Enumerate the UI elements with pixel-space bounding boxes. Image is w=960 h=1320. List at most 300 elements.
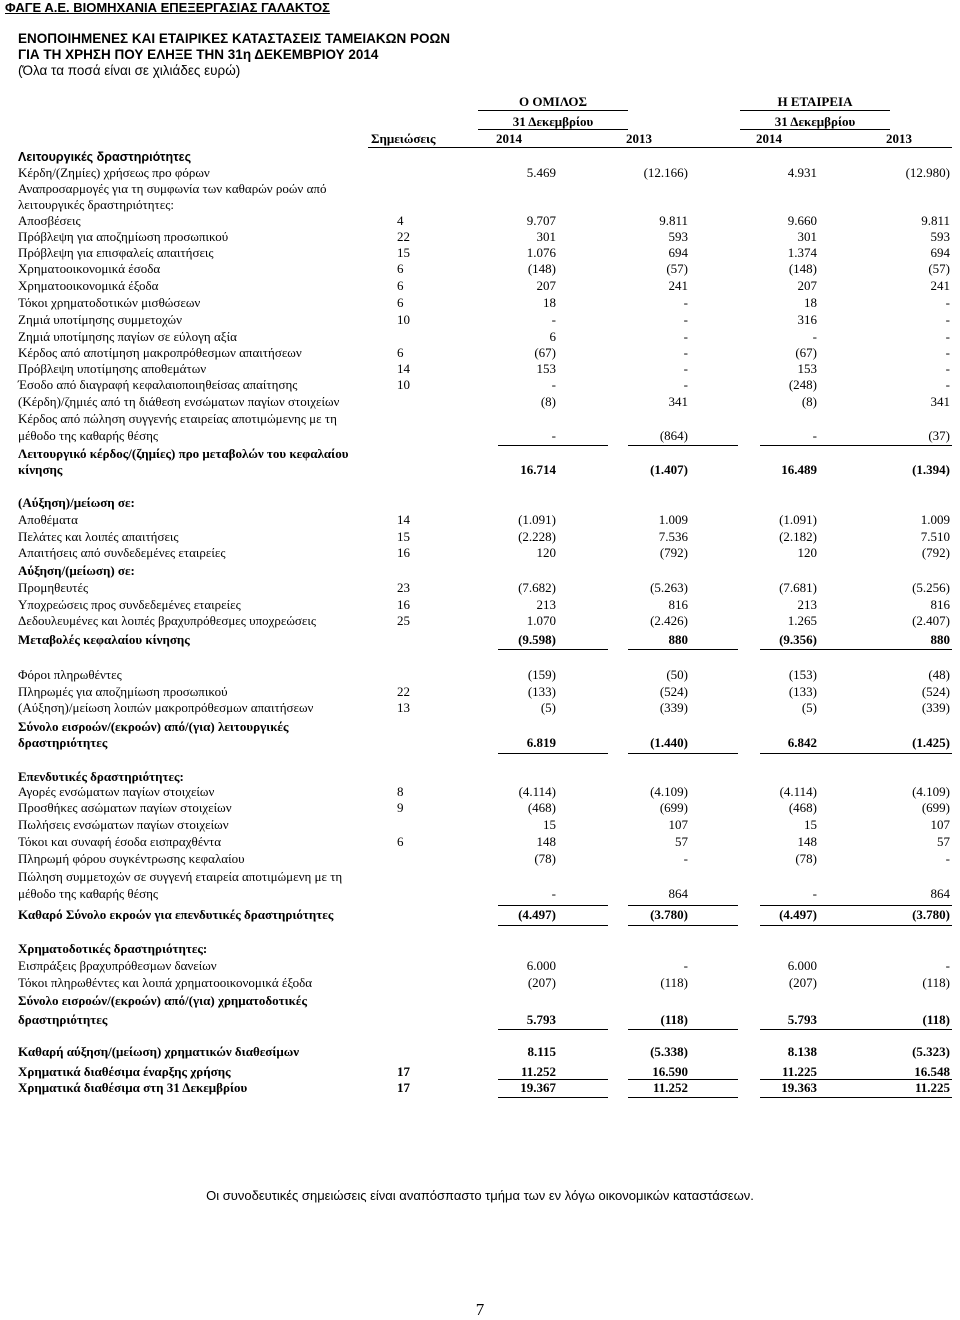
- group-2014-value: (207): [527, 975, 556, 990]
- row-note-ref: 8: [397, 784, 404, 799]
- year-company-2014: 2014: [756, 131, 782, 146]
- company-name: ΦΑΓΕ Α.Ε. ΒΙΟΜΗΧΑΝΙΑ ΕΠΕΞΕΡΓΑΣΙΑΣ ΓΑΛΑΚΤΟΣ: [5, 0, 330, 15]
- total-underline: [498, 905, 608, 906]
- group-2013-value: (1.407): [650, 462, 688, 477]
- group-2014-value: 9.707: [526, 213, 556, 228]
- group-2013-value: 864: [668, 886, 688, 901]
- table-row: [0, 700, 960, 716]
- table-row: [0, 613, 960, 629]
- company-2013-value: -: [945, 377, 950, 392]
- group-2014-value: 18: [543, 295, 556, 310]
- table-row: [0, 312, 960, 328]
- total-underline: [628, 445, 738, 446]
- company-2013-value: -: [945, 295, 950, 310]
- group-2014-value: 153: [536, 361, 556, 376]
- group-2013-value: 694: [668, 245, 688, 260]
- table-row: [0, 851, 960, 867]
- table-row: [0, 428, 960, 444]
- group-2014-value: 1.070: [526, 613, 556, 628]
- company-2014-value: 6.842: [787, 735, 817, 750]
- group-2014-value: (67): [534, 345, 556, 360]
- table-row: [0, 261, 960, 277]
- total-underline: [760, 445, 870, 446]
- company-2014-value: (153): [788, 667, 817, 682]
- company-2013-value: 816: [930, 597, 950, 612]
- group-2013-value: 7.536: [658, 529, 688, 544]
- table-row: [0, 597, 960, 613]
- table-row: [0, 719, 960, 735]
- group-2014-value: 301: [536, 229, 556, 244]
- row-label: κίνησης: [18, 462, 63, 477]
- group-2013-value: (1.440): [650, 735, 688, 750]
- company-2014-value: 1.374: [787, 245, 817, 260]
- group-2013-value: (864): [659, 428, 688, 443]
- company-2014-value: 16.489: [781, 462, 817, 477]
- total-underline: [760, 753, 870, 754]
- total-underline: [870, 1029, 952, 1030]
- company-2013-value: (1.394): [912, 462, 950, 477]
- total-underline: [498, 1097, 608, 1098]
- group-2013-value: (4.109): [650, 784, 688, 799]
- group-2013-value: -: [683, 851, 688, 866]
- row-label: Χρηματοοικονομικά έξοδα: [18, 278, 159, 293]
- total-underline: [628, 925, 738, 926]
- company-2013-value: 107: [930, 817, 950, 832]
- group-2014-value: (2.228): [518, 529, 556, 544]
- group-column-header: Ο ΟΜΙΛΟΣ: [519, 94, 587, 109]
- table-row: [0, 345, 960, 361]
- total-underline: [760, 1097, 870, 1098]
- company-2014-value: (4.497): [779, 907, 817, 922]
- table-row: [0, 993, 960, 1009]
- row-note-ref: 10: [397, 377, 410, 392]
- table-row: [0, 213, 960, 229]
- company-2013-value: (3.780): [912, 907, 950, 922]
- group-2014-value: 6.819: [526, 735, 556, 750]
- row-label: Πρόβλεψη για αποζημίωση προσωπικού: [18, 229, 229, 244]
- row-note-ref: 15: [397, 245, 410, 260]
- row-label: Αποσβέσεις: [18, 213, 81, 228]
- row-note-ref: 13: [397, 700, 410, 715]
- company-2014-value: (8): [801, 394, 817, 409]
- row-note-ref: 6: [397, 345, 404, 360]
- company-2014-value: 4.931: [787, 165, 817, 180]
- company-2014-value: 11.225: [781, 1064, 817, 1079]
- company-2014-value: (78): [795, 851, 817, 866]
- total-underline: [760, 925, 870, 926]
- table-row: [0, 975, 960, 991]
- row-label: Πρόβλεψη για επισφαλείς απαιτήσεις: [18, 245, 214, 260]
- total-underline: [498, 1079, 608, 1080]
- company-2014-value: 207: [797, 278, 817, 293]
- company-2014-value: -: [812, 886, 817, 901]
- table-row: [0, 735, 960, 751]
- row-label: Καθαρή αύξηση/(μείωση) χρηματικών διαθεσίμων: [18, 1044, 300, 1059]
- company-2013-value: 864: [930, 886, 950, 901]
- group-2014-value: 213: [536, 597, 556, 612]
- company-2014-value: (7.681): [779, 580, 817, 595]
- group-2013-value: (12.166): [643, 165, 688, 180]
- row-label: Σύνολο εισροών/(εκροών) από/(για) λειτουργικές: [18, 719, 289, 734]
- company-2014-value: 8.138: [787, 1044, 817, 1059]
- group-2013-value: -: [683, 958, 688, 973]
- company-period-label: 31 Δεκεμβρίου: [774, 114, 856, 129]
- row-label: δραστηριότητες: [18, 1012, 108, 1027]
- group-2013-value: -: [683, 377, 688, 392]
- total-underline: [498, 649, 608, 650]
- total-underline: [870, 753, 952, 754]
- company-2013-value: 241: [930, 278, 950, 293]
- table-row: [0, 329, 960, 345]
- row-label: (Κέρδη)/ζημιές από τη διάθεση ενσώματων παγίων στοιχείων: [18, 394, 340, 409]
- page-number: 7: [475, 1300, 485, 1319]
- group-2013-value: (5.263): [650, 580, 688, 595]
- company-2013-value: 9.811: [921, 213, 950, 228]
- group-2014-value: 148: [536, 834, 556, 849]
- total-underline: [628, 753, 738, 754]
- company-2013-value: (699): [921, 800, 950, 815]
- table-row: [0, 941, 960, 957]
- company-2013-value: (5.256): [912, 580, 950, 595]
- company-2014-value: (207): [788, 975, 817, 990]
- row-label: Πελάτες και λοιπές απαιτήσεις: [18, 529, 179, 544]
- row-note-ref: 6: [397, 261, 404, 276]
- company-2013-value: 694: [930, 245, 950, 260]
- company-2014-value: (67): [795, 345, 817, 360]
- table-row: [0, 958, 960, 974]
- group-2013-value: (118): [660, 1012, 688, 1027]
- total-underline: [628, 1097, 738, 1098]
- group-2013-value: 107: [668, 817, 688, 832]
- group-2013-value: 57: [675, 834, 688, 849]
- group-2013-value: (5.338): [650, 1044, 688, 1059]
- company-2014-value: (2.182): [779, 529, 817, 544]
- table-row: [0, 1044, 960, 1060]
- row-label: Υποχρεώσεις προς συνδεδεμένες εταιρείες: [18, 597, 241, 612]
- group-2014-value: (8): [540, 394, 556, 409]
- table-row: [0, 229, 960, 245]
- total-underline: [870, 925, 952, 926]
- row-note-ref: 9: [397, 800, 404, 815]
- group-2013-value: -: [683, 329, 688, 344]
- table-row: [0, 769, 960, 785]
- table-row: [0, 580, 960, 596]
- group-2014-value: (5): [540, 700, 556, 715]
- group-2014-value: (4.114): [518, 784, 556, 799]
- company-2013-value: (792): [921, 545, 950, 560]
- row-label: Πληρωμή φόρου συγκέντρωσης κεφαλαίου: [18, 851, 245, 866]
- table-row: [0, 817, 960, 833]
- row-note-ref: 6: [397, 834, 404, 849]
- group-period-underline: [478, 129, 628, 130]
- company-2013-value: -: [945, 345, 950, 360]
- table-row: [0, 1012, 960, 1028]
- total-underline: [498, 1029, 608, 1030]
- company-2014-value: 153: [797, 361, 817, 376]
- company-2013-value: 1.009: [920, 512, 950, 527]
- company-2013-value: (524): [921, 684, 950, 699]
- company-2013-value: 341: [930, 394, 950, 409]
- company-2014-value: 19.363: [781, 1080, 817, 1095]
- company-2014-value: (1.091): [779, 512, 817, 527]
- total-underline: [870, 905, 952, 906]
- row-label: Πωλήσεις ενσώματων παγίων στοιχείων: [18, 817, 229, 832]
- row-label: Αναπροσαρμογές για τη συμφωνία των καθαρών ροών από: [18, 181, 327, 196]
- company-2014-value: (148): [788, 261, 817, 276]
- group-2014-value: (148): [527, 261, 556, 276]
- total-underline: [760, 905, 870, 906]
- row-label: Πώληση συμμετοχών σε συγγενή εταιρεία αποτιμώμενη με τη: [18, 869, 343, 884]
- group-2013-value: (2.426): [650, 613, 688, 628]
- group-2014-value: 11.252: [520, 1064, 556, 1079]
- company-2013-value: (339): [921, 700, 950, 715]
- row-label: δραστηριότητες: [18, 735, 108, 750]
- group-period-label: 31 Δεκεμβρίου: [512, 114, 594, 129]
- row-label: Ζημιά υποτίμησης συμμετοχών: [18, 312, 182, 327]
- group-2014-value: 1.076: [526, 245, 556, 260]
- table-row: [0, 529, 960, 545]
- row-label: Χρηματοοικονομικά έσοδα: [18, 261, 161, 276]
- total-underline: [628, 905, 738, 906]
- row-label: Χρηματικά διαθέσιμα έναρξης χρήσης: [18, 1064, 231, 1079]
- notes-column-header: Σημειώσεις: [371, 131, 436, 146]
- total-underline: [498, 445, 608, 446]
- company-2014-value: (5): [801, 700, 817, 715]
- total-underline: [628, 1079, 738, 1080]
- group-2014-value: 6: [549, 329, 556, 344]
- table-row: [0, 394, 960, 410]
- group-2013-value: -: [683, 295, 688, 310]
- table-row: [0, 197, 960, 213]
- row-label: Κέρδος από αποτίμηση μακροπρόθεσμων απαιτήσεων: [18, 345, 302, 360]
- company-2014-value: 5.793: [787, 1012, 817, 1027]
- total-underline: [760, 1079, 870, 1080]
- table-row: [0, 869, 960, 885]
- total-underline: [870, 1097, 952, 1098]
- group-2013-value: -: [683, 312, 688, 327]
- row-label: Έσοδο από διαγραφή κεφαλαιοποιηθείσας απαίτησης: [18, 377, 298, 392]
- table-row: [0, 165, 960, 181]
- company-period-underline: [740, 129, 890, 130]
- row-note-ref: 22: [397, 684, 410, 699]
- table-row: [0, 295, 960, 311]
- company-2013-value: 7.510: [920, 529, 950, 544]
- company-2013-value: (57): [928, 261, 950, 276]
- table-row: [0, 462, 960, 478]
- company-2014-value: 148: [797, 834, 817, 849]
- row-label: Πληρωμές για αποζημίωση προσωπικού: [18, 684, 228, 699]
- row-note-ref: 10: [397, 312, 410, 327]
- total-underline: [760, 649, 870, 650]
- company-2013-value: (118): [922, 1012, 950, 1027]
- row-note-ref: 4: [397, 213, 404, 228]
- group-2013-value: 880: [668, 632, 688, 647]
- group-2014-value: (133): [527, 684, 556, 699]
- company-2013-value: (48): [928, 667, 950, 682]
- group-2014-value: 6.000: [526, 958, 556, 973]
- table-row: [0, 1080, 960, 1096]
- total-underline: [870, 1079, 952, 1080]
- row-note-ref: 15: [397, 529, 410, 544]
- company-2014-value: 316: [797, 312, 817, 327]
- company-2014-value: 6.000: [787, 958, 817, 973]
- row-note-ref: 6: [397, 295, 404, 310]
- company-2013-value: (5.323): [912, 1044, 950, 1059]
- company-2014-value: (133): [788, 684, 817, 699]
- group-2013-value: (57): [666, 261, 688, 276]
- group-2013-value: -: [683, 361, 688, 376]
- table-row: [0, 245, 960, 261]
- company-2013-value: 57: [937, 834, 950, 849]
- year-group-2013: 2013: [626, 131, 652, 146]
- row-note-ref: 22: [397, 229, 410, 244]
- row-label: Χρηματοδοτικές δραστηριότητες:: [18, 941, 208, 956]
- row-label: Ζημιά υποτίμησης παγίων σε εύλογη αξία: [18, 329, 237, 344]
- table-row: [0, 149, 960, 165]
- company-2014-value: -: [812, 329, 817, 344]
- table-row: [0, 632, 960, 648]
- row-label: (Αύξηση)/μείωση λοιπών μακροπρόθεσμων απαιτήσεων: [18, 700, 314, 715]
- row-label: Λειτουργικές δραστηριότητες: [18, 150, 192, 164]
- company-2014-value: 1.265: [787, 613, 817, 628]
- group-2014-value: (468): [527, 800, 556, 815]
- group-2013-value: 593: [668, 229, 688, 244]
- group-2014-value: (9.598): [518, 632, 556, 647]
- company-2013-value: -: [945, 312, 950, 327]
- group-2014-value: 120: [536, 545, 556, 560]
- table-row: [0, 495, 960, 511]
- table-row: [0, 1064, 960, 1080]
- group-2014-value: -: [551, 312, 556, 327]
- group-2013-value: (339): [659, 700, 688, 715]
- row-label: Κέρδος από πώληση συγγενής εταιρείας αποτιμώμενης με τη: [18, 411, 337, 426]
- group-2014-value: 207: [536, 278, 556, 293]
- footer-note: Οι συνοδευτικές σημειώσεις είναι αναπόσπαστο τμήμα των εν λόγω οικονομικών καταστάσεων.: [206, 1188, 754, 1203]
- group-2013-value: 9.811: [659, 213, 688, 228]
- row-note-ref: 17: [397, 1064, 410, 1079]
- company-2013-value: 11.225: [914, 1080, 950, 1095]
- table-row: [0, 834, 960, 850]
- row-label: Φόροι πληρωθέντες: [18, 667, 122, 682]
- company-2013-value: (4.109): [912, 784, 950, 799]
- group-2014-value: (7.682): [518, 580, 556, 595]
- group-2014-value: (159): [527, 667, 556, 682]
- company-2013-value: -: [945, 329, 950, 344]
- group-2014-value: (78): [534, 851, 556, 866]
- row-label: Επενδυτικές δραστηριότητες:: [18, 769, 184, 784]
- company-2014-value: 9.660: [787, 213, 817, 228]
- company-2014-value: 120: [797, 545, 817, 560]
- group-2013-value: 11.252: [652, 1080, 688, 1095]
- row-note-ref: 14: [397, 512, 410, 527]
- group-header-underline: [478, 110, 628, 111]
- group-2014-value: 15: [543, 817, 556, 832]
- row-label: Καθαρό Σύνολο εκροών για επενδυτικές δραστηριότητες: [18, 907, 334, 922]
- table-row: [0, 886, 960, 902]
- group-2013-value: (524): [659, 684, 688, 699]
- company-2014-value: 213: [797, 597, 817, 612]
- company-2013-value: 16.548: [914, 1064, 950, 1079]
- row-note-ref: 23: [397, 580, 410, 595]
- group-2013-value: (50): [666, 667, 688, 682]
- company-2013-value: -: [945, 851, 950, 866]
- table-row: [0, 446, 960, 462]
- table-row: [0, 181, 960, 197]
- group-2014-value: -: [551, 377, 556, 392]
- table-row: [0, 784, 960, 800]
- group-2013-value: 816: [668, 597, 688, 612]
- row-note-ref: 16: [397, 597, 410, 612]
- company-header-underline: [740, 110, 890, 111]
- row-label: μέθοδο της καθαρής θέσης: [18, 886, 159, 901]
- table-row: [0, 411, 960, 427]
- group-2014-value: 5.793: [526, 1012, 556, 1027]
- table-row: [0, 907, 960, 923]
- group-2013-value: 16.590: [652, 1064, 688, 1079]
- company-2014-value: (4.114): [779, 784, 817, 799]
- row-label: Αποθέματα: [18, 512, 78, 527]
- year-company-2013: 2013: [886, 131, 912, 146]
- row-note-ref: 6: [397, 278, 404, 293]
- group-2013-value: 1.009: [658, 512, 688, 527]
- company-2013-value: (118): [922, 975, 950, 990]
- group-2014-value: 16.714: [520, 462, 556, 477]
- row-label: Δεδουλευμένες και λοιπές βραχυπρόθεσμες υποχρεώσεις: [18, 613, 317, 628]
- group-2014-value: (1.091): [518, 512, 556, 527]
- group-2013-value: (118): [660, 975, 688, 990]
- total-underline: [760, 1029, 870, 1030]
- group-2013-value: -: [683, 345, 688, 360]
- company-2013-value: (1.425): [912, 735, 950, 750]
- table-row: [0, 512, 960, 528]
- company-2013-value: (37): [928, 428, 950, 443]
- row-label: Πρόβλεψη υποτίμησης αποθεμάτων: [18, 361, 207, 376]
- total-underline: [870, 649, 952, 650]
- row-label: Σύνολο εισροών/(εκροών) από/(για) χρηματοδοτικές: [18, 993, 307, 1008]
- row-label: Τόκοι και συναφή έσοδα εισπραχθέντα: [18, 834, 222, 849]
- table-row: [0, 278, 960, 294]
- company-2013-value: -: [945, 361, 950, 376]
- company-2013-value: 593: [930, 229, 950, 244]
- group-2014-value: (4.497): [518, 907, 556, 922]
- row-label: Μεταβολές κεφαλαίου κίνησης: [18, 632, 190, 647]
- row-label: Τόκοι πληρωθέντες και λοιπά χρηματοοικονομικά έξοδα: [18, 975, 313, 990]
- currency-note: (Όλα τα ποσά είναι σε χιλιάδες ευρώ): [18, 63, 241, 78]
- row-label: Αγορές ενσώματων παγίων στοιχείων: [18, 784, 215, 799]
- group-2013-value: 341: [668, 394, 688, 409]
- company-2014-value: (248): [788, 377, 817, 392]
- table-row: [0, 361, 960, 377]
- company-2014-value: 15: [804, 817, 817, 832]
- total-underline: [498, 925, 608, 926]
- group-2014-value: -: [551, 428, 556, 443]
- row-label: Λειτουργικό κέρδος/(ζημίες) προ μεταβολών του κεφαλαίου: [18, 446, 349, 461]
- row-note-ref: 17: [397, 1080, 410, 1095]
- total-underline: [628, 649, 738, 650]
- row-note-ref: 16: [397, 545, 410, 560]
- group-2013-value: (699): [659, 800, 688, 815]
- company-2013-value: (2.407): [912, 613, 950, 628]
- row-label: Προσθήκες ασώματων παγίων στοιχείων: [18, 800, 232, 815]
- company-2013-value: -: [945, 958, 950, 973]
- year-group-2014: 2014: [496, 131, 522, 146]
- group-2013-value: (792): [659, 545, 688, 560]
- table-row: [0, 667, 960, 683]
- company-column-header: Η ΕΤΑΙΡΕΙΑ: [777, 94, 853, 109]
- row-label: Τόκοι χρηματοδοτικών μισθώσεων: [18, 295, 201, 310]
- statement-title-line2: ΓΙΑ ΤΗ ΧΡΗΣΗ ΠΟΥ ΕΛΗΞΕ ΤΗΝ 31η ΔΕΚΕΜΒΡΙΟΥ 2014: [18, 47, 379, 62]
- company-2014-value: 301: [797, 229, 817, 244]
